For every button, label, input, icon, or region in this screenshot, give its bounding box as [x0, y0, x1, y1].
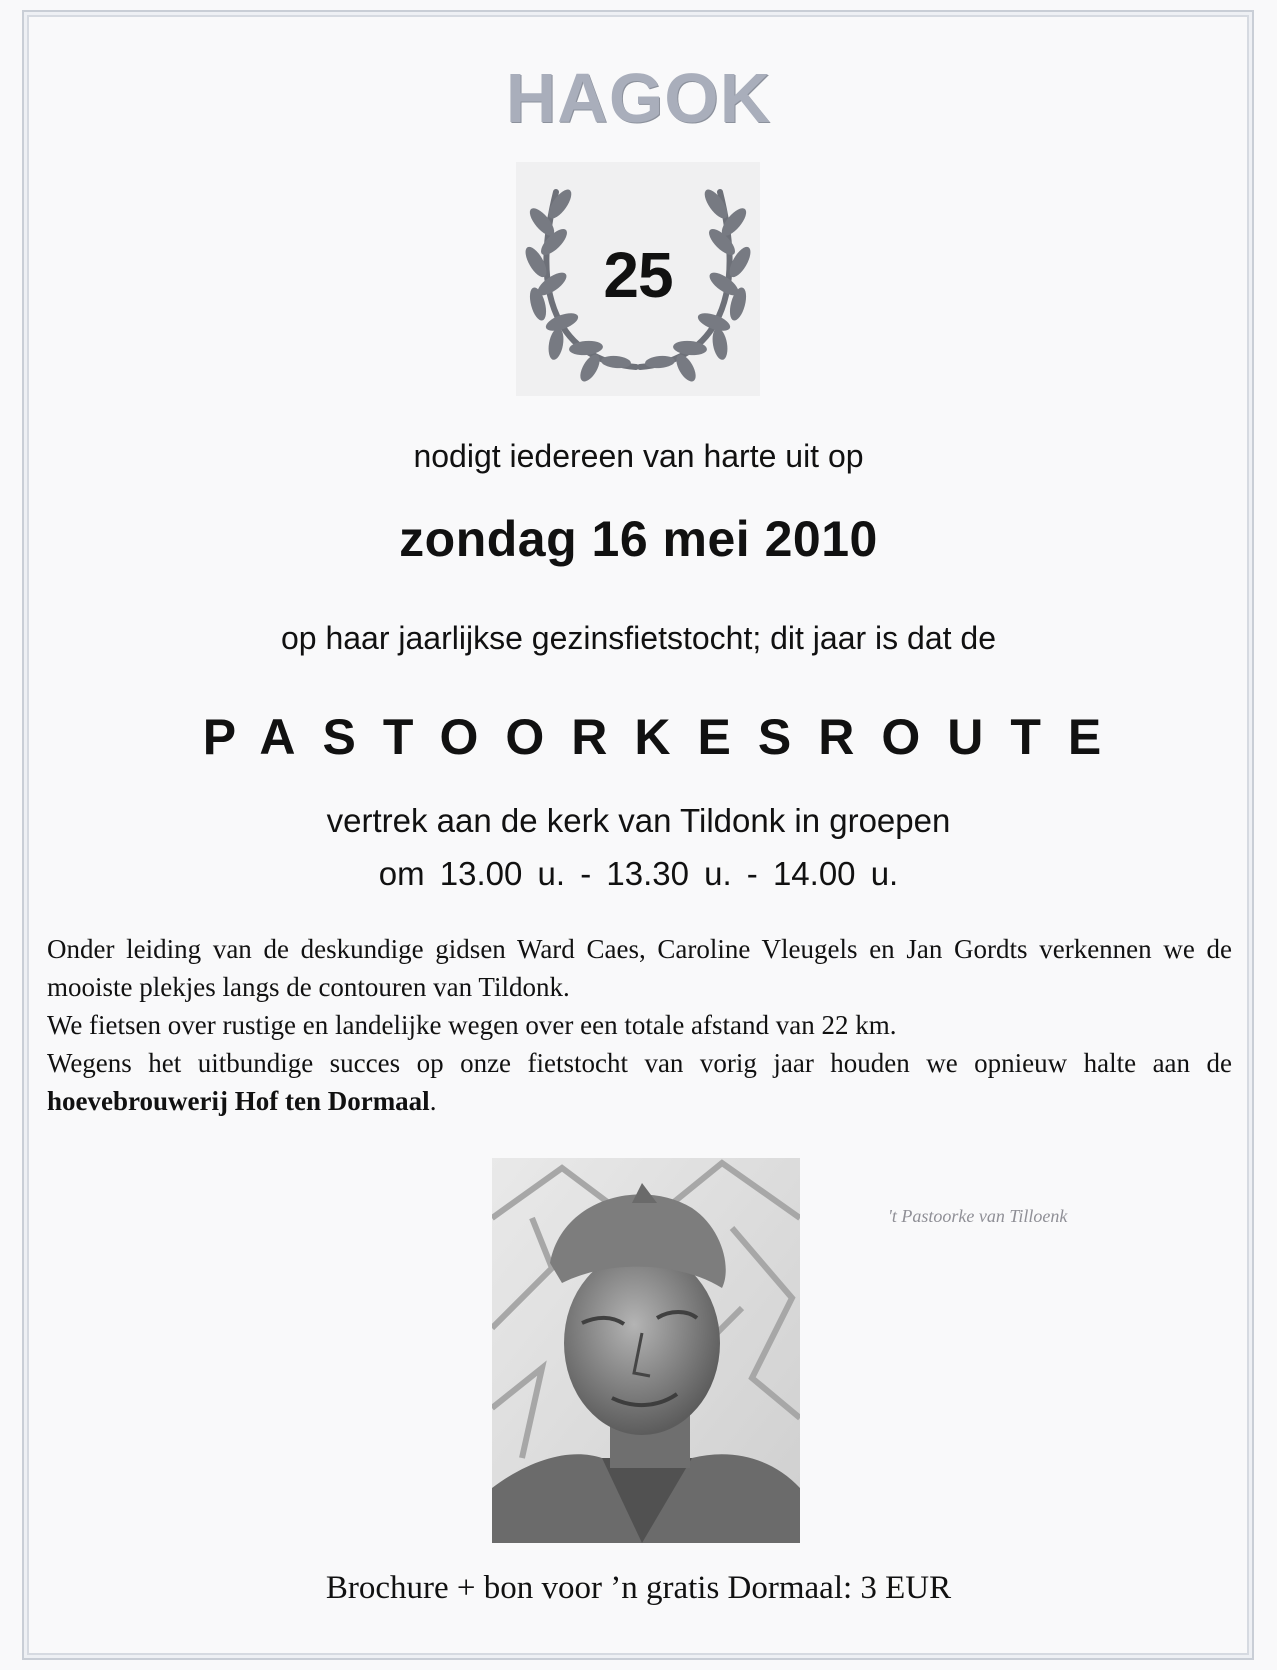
stop-text: Wegens het uitbundige succes op onze fietstocht van vorig jaar houden we opnieuw halte aan de [47, 1048, 1232, 1078]
tour-intro: op haar jaarlijkse gezinsfietstocht; dit jaar is dat de [280, 620, 997, 656]
description-block [47, 930, 1232, 1120]
departure-times: om 13.00 u. - 13.30 u. - 14.00 u. [378, 855, 899, 892]
organization-title: HAGOK [505, 59, 772, 137]
description-paragraph-stop [47, 1044, 1232, 1120]
laurel-wreath-emblem [516, 162, 760, 396]
price-line: Brochure + bon voor ’n gratis Dormaal: 3 EUR [325, 1570, 952, 1606]
stop-text-end: . [429, 1086, 437, 1116]
statue-bust-photo-icon [492, 1158, 800, 1543]
description-paragraph-guides: Onder leiding van de deskundige gidsen Ward Caes, Caroline Vleugels en Jan Gordts verkennen we de mooiste plekjes langs de contouren van Tildonk. [47, 934, 1232, 1002]
departure-info: vertrek aan de kerk van Tildonk in groepen [326, 802, 951, 839]
event-date: zondag 16 mei 2010 [399, 511, 878, 567]
anniversary-number: 25 [603, 239, 673, 311]
statue-photo [492, 1158, 800, 1543]
brewery-name: hoevebrouwerij Hof ten Dormaal [47, 1086, 430, 1116]
invitation-line: nodigt iedereen van harte uit op [413, 438, 864, 474]
route-name: PASTOORKESROUTE [202, 709, 1129, 765]
description-paragraph-distance: We fietsen over rustige en landelijke wegen over een totale afstand van 22 km. [47, 1010, 897, 1040]
photo-caption: 't Pastoorke van Tilloenk [888, 1206, 1068, 1226]
